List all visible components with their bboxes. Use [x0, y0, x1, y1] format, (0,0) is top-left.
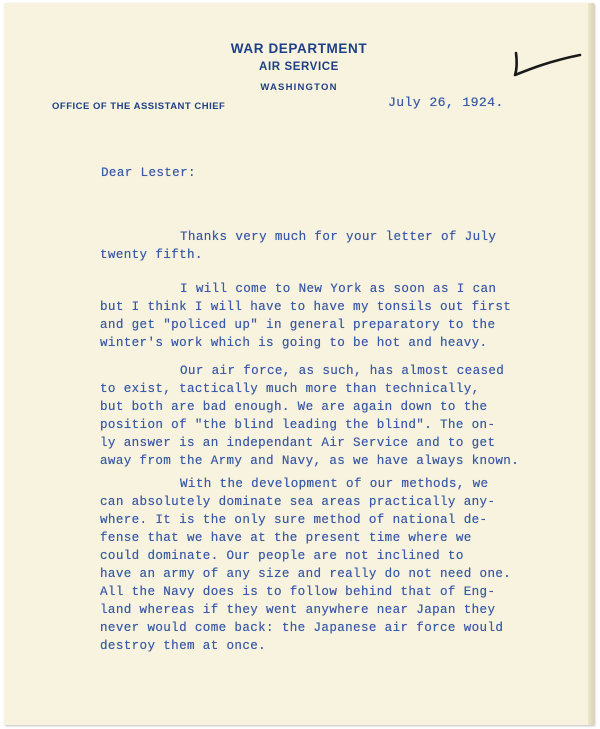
- body-line: Thanks very much for your letter of July: [180, 230, 497, 244]
- body-line: but I think I will have to have my tonsils out first: [100, 300, 512, 314]
- body-line: Our air force, as such, has almost ceased: [180, 364, 505, 378]
- letter-date: July 26, 1924.: [388, 95, 504, 110]
- body-line: With the development of our methods, we: [180, 477, 489, 491]
- body-line: never would come back: the Japanese air force would: [100, 621, 504, 635]
- letterhead-city: WASHINGTON: [260, 82, 338, 93]
- check-mark-icon: [510, 47, 584, 79]
- body-line: position of "the blind leading the blind". The on-: [100, 418, 496, 432]
- body-line: ly answer is an independant Air Service and to get: [100, 436, 496, 450]
- body-line: but both are bad enough. We are again down to the: [100, 400, 488, 414]
- letterhead-service: AIR SERVICE: [259, 61, 339, 73]
- body-line: can absolutely dominate sea areas practically any-: [100, 495, 496, 509]
- body-line: I will come to New York as soon as I can: [180, 282, 497, 296]
- body-line: twenty fifth.: [100, 248, 203, 262]
- body-line: winter's work which is going to be hot and heavy.: [100, 336, 488, 350]
- body-line: destroy them at once.: [100, 639, 267, 653]
- body-line: and get "policed up" in general preparatory to the: [100, 318, 496, 332]
- body-line: could dominate. Our people are not inclined to: [100, 549, 464, 563]
- body-line: where. It is the only sure method of national de-: [100, 513, 488, 527]
- body-line: land whereas if they went anywhere near Japan they: [100, 603, 496, 617]
- body-line: fense that we have at the present time where we: [100, 531, 472, 545]
- body-line: All the Navy does is to follow behind that of Eng-: [100, 585, 496, 599]
- body-line: to exist, tactically much more than technically,: [100, 382, 480, 396]
- letterhead-department: WAR DEPARTMENT: [230, 41, 368, 56]
- salutation: Dear Lester:: [101, 166, 196, 180]
- body-line: have an army of any size and really do not need one.: [100, 567, 512, 581]
- letter-page: [4, 3, 594, 725]
- body-line: away from the Army and Navy, as we have always known.: [100, 454, 520, 468]
- letterhead-office: OFFICE OF THE ASSISTANT CHIEF: [52, 101, 226, 112]
- page-edge: [588, 3, 594, 725]
